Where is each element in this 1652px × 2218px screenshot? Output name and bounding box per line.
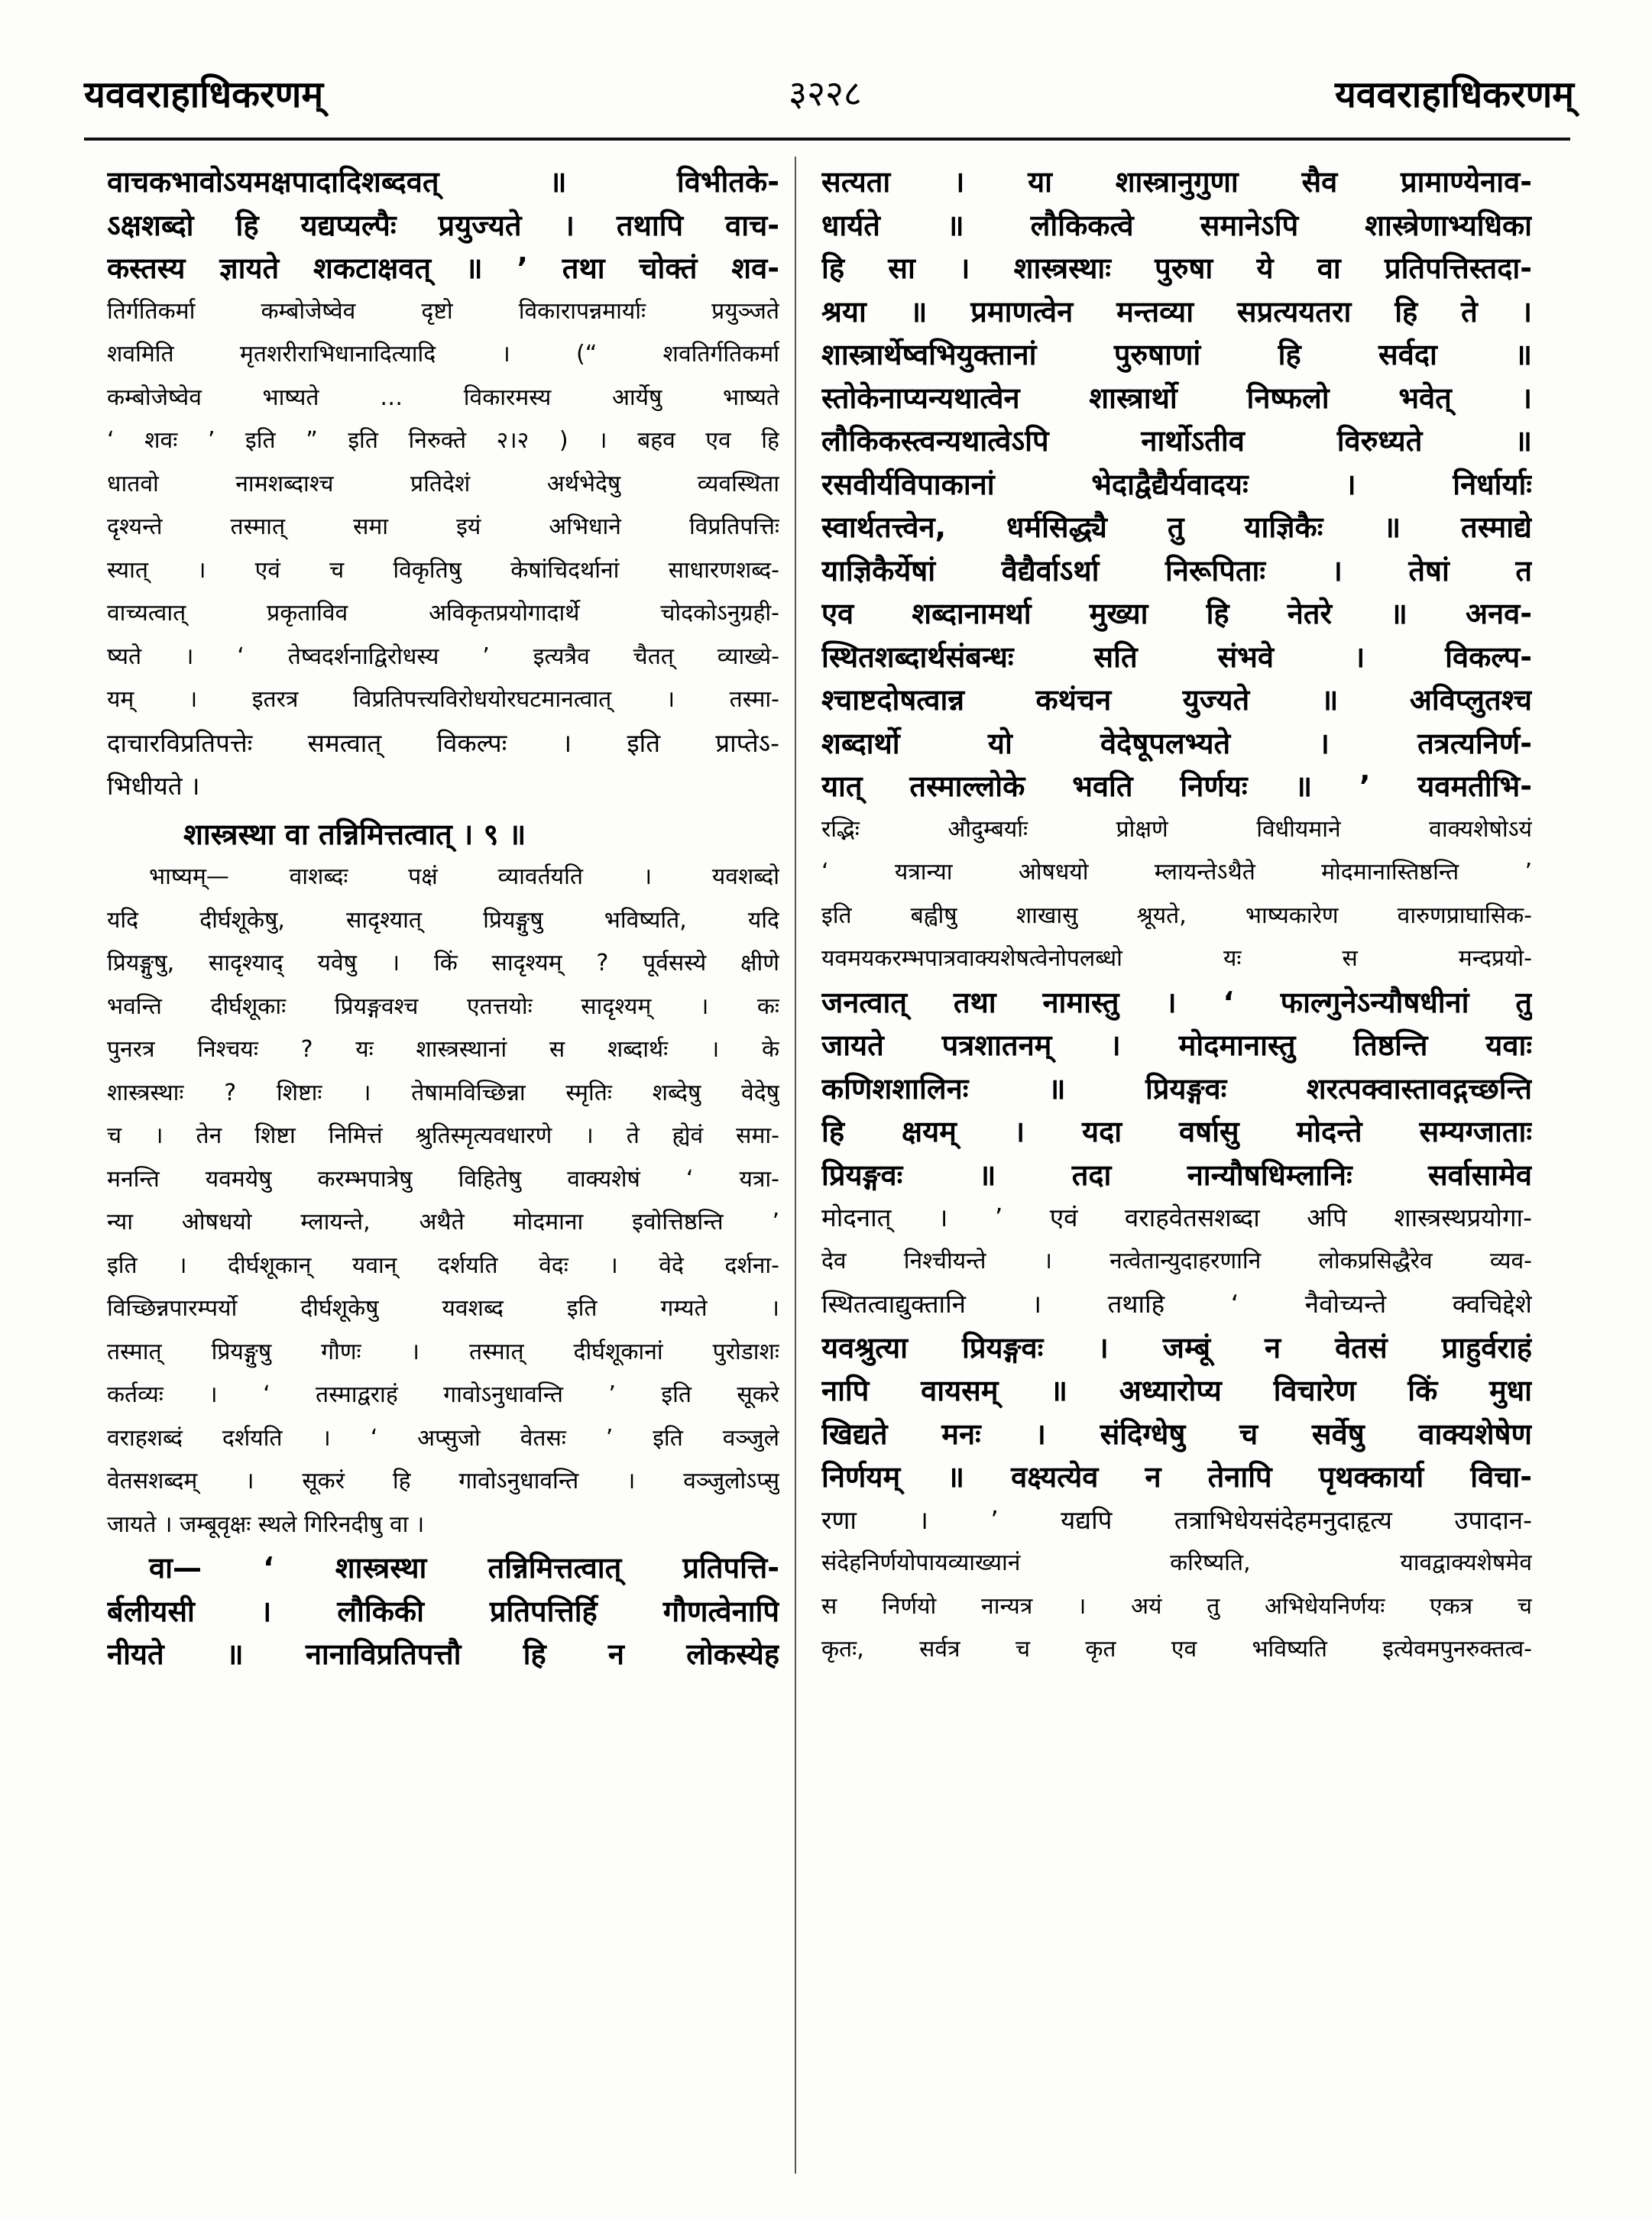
running-title-left: यववराहाधिकरणम् — [84, 73, 324, 116]
text-line: प्रियङ्गुषु, सादृश्याद् यवेषु । किं सादृश्यम् ? पूर्वसस्ये क्षीणे — [107, 950, 779, 976]
text-line: खिद्यते मनः । संदिग्धेषु च सर्वेषु वाक्यशेषेण — [821, 1417, 1532, 1451]
text-line: शवमिति मृतशरीराभिधानादित्यादि । (“ शवतिर्गतिकर्मा — [107, 341, 779, 368]
text-line: तस्मात् प्रियङ्गुषु गौणः । तस्मात् दीर्घशूकानां पुरोडाशः — [107, 1338, 779, 1365]
text-line: वाचकभावोऽयमक्षपादादिशब्दवत् ॥ विभीतके- — [107, 165, 779, 199]
text-line: तिर्गतिकर्मा कम्बोजेष्वेव दृष्टो विकारापन्नमार्याः प्रयुञ्जते — [107, 297, 779, 325]
text-line: ‘ शवः ’ इति ” इति निरुक्ते २।२ ) । बहव एव हि — [107, 427, 779, 454]
text-line: र्बलीयसी । लौकिकी प्रतिपत्तिर्हि गौणत्वेनापि — [107, 1594, 779, 1628]
text-line: मोदनात् । ’ एवं वराहवेतसशब्दा अपि शास्त्रस्थप्रयोगा- — [821, 1203, 1532, 1232]
text-line: च । तेन शिष्टा निमित्तं श्रुतिस्मृत्यवधारणे । ते ह्येवं समा- — [107, 1122, 779, 1149]
text-line: कृतः, सर्वत्र च कृत एव भविष्यति इत्येवमपुनरुक्तत्व- — [821, 1636, 1532, 1663]
text-line: रसवीर्यविपाकानां भेदाद्वैद्यैर्यवादयः । निर्धार्याः — [821, 467, 1532, 501]
text-line: नीयते ॥ नानाविप्रतिपत्तौ हि न लोकस्येह — [107, 1637, 779, 1671]
text-line: वराहशब्दं दर्शयति । ‘ अप्सुजो वेतसः ’ इति वञ्जुले — [107, 1424, 779, 1452]
column-divider — [795, 157, 796, 2174]
text-line: श्चाष्टदोषत्वान्न कथंचन युज्यते ॥ अविप्लुतश्च — [821, 683, 1532, 717]
text-line: दृश्यन्ते तस्मात् समा इयं अभिधाने विप्रतिपत्तिः — [107, 513, 779, 540]
text-line: सत्यता । या शास्त्रानुगुणा सैव प्रामाण्येनाव- — [821, 165, 1532, 199]
text-line: भाष्यम्— वाशब्दः पक्षं व्यावर्तयति । यवशब्दो — [149, 863, 779, 890]
header-rule — [84, 138, 1570, 141]
text-line: यदि दीर्घशूकेषु, सादृश्यात् प्रियङ्गुषु भविष्यति, यदि — [107, 906, 779, 934]
text-line: यात् तस्माल्लोके भवति निर्णयः ॥ ’ यवमतीभि- — [821, 769, 1532, 803]
text-line: हि क्षयम् । यदा वर्षासु मोदन्ते सम्यग्जाताः — [821, 1115, 1532, 1148]
text-line: भवन्ति दीर्घशूकाः प्रियङ्गवश्च एतत्तयोः सादृश्यम् । कः — [107, 992, 779, 1020]
text-line: ऽक्षशब्दो हि यद्यप्यल्पैः प्रयुज्यते । तथापि वाच- — [107, 208, 779, 242]
text-line: हि सा । शास्त्रस्थाः पुरुषा ये वा प्रतिपत्तिस्तदा- — [821, 251, 1532, 285]
text-line: यवमयकरम्भपात्रवाक्यशेषत्वेनोपलब्धो यः स मन्दप्रयो- — [821, 945, 1532, 972]
text-line: नापि वायसम् ॥ अध्यारोप्य विचारेण किं मुधा — [821, 1374, 1532, 1407]
text-line: स निर्णयो नान्यत्र । अयं तु अभिधेयनिर्णयः एकत्र च — [821, 1592, 1532, 1620]
text-line: दाचारविप्रतिपत्तेः समत्वात् विकल्पः । इति प्राप्तेऽ- — [107, 727, 779, 758]
text-line: श्रया ॥ प्रमाणत्वेन मन्तव्या सप्रत्ययतरा हि ते । — [821, 294, 1532, 329]
text-line: कम्बोजेष्वेव भाष्यते … विकारमस्य आर्येषु भाष्यते — [107, 384, 779, 411]
text-line: जायते पत्रशातनम् । मोदमानास्तु तिष्ठन्ति यवाः — [821, 1028, 1532, 1062]
text-line: निर्णयम् ॥ वक्ष्यत्येव न तेनापि पृथक्कार्या विचा- — [821, 1460, 1532, 1494]
text-line: याज्ञिकैर्येषां वैद्यैर्वाऽर्था निरूपिताः । तेषां त — [821, 553, 1532, 588]
text-line: वा— ‘ शास्त्रस्था तन्निमित्तत्वात् प्रतिपत्ति- — [149, 1551, 779, 1585]
text-line: धार्यते ॥ लौकिकत्वे समानेऽपि शास्त्रेणाभ्यधिका — [821, 208, 1532, 242]
text-line: इति । दीर्घशूकान् यवान् दर्शयति वेदः । वेदे दर्शना- — [107, 1251, 779, 1279]
text-line: लौकिकस्त्वन्यथात्वेऽपि नार्थोऽतीव विरुध्यते ॥ — [821, 424, 1532, 458]
text-line: इति बह्वीषु शाखासु श्रूयते, भाष्यकारेण वारुणप्राघासिक- — [821, 902, 1532, 929]
text-line: स्यात् । एवं च विकृतिषु केषांचिदर्थानां साधारणशब्द- — [107, 556, 779, 584]
text-line: स्थितत्वाद्युक्तानि । तथाहि ‘ नैवोच्यन्ते क्वचिद्देशे — [821, 1289, 1532, 1319]
text-line: प्रियङ्गवः ॥ तदा नान्यौषधिम्लानिः सर्वासामेव — [821, 1158, 1532, 1192]
text-line: स्थितशब्दार्थसंबन्धः सति संभवे । विकल्प- — [821, 639, 1532, 674]
text-line: धातवो नामशब्दाश्च प्रतिदेशं अर्थभेदेषु व्यवस्थिता — [107, 470, 779, 497]
text-line: पुनरत्र निश्चयः ? यः शास्त्रस्थानां स शब्दार्थः । के — [107, 1036, 779, 1063]
right-column — [821, 160, 1532, 2172]
text-line: शास्त्रस्थाः ? शिष्टाः । तेषामविच्छिन्ना स्मृतिः शब्देषु वेदेषु — [107, 1079, 779, 1106]
text-line: न्या ओषधयो म्लायन्ते, अथैते मोदमाना इवोत्तिष्ठन्ति ’ — [107, 1209, 779, 1235]
text-line: भिधीयते । — [107, 771, 200, 801]
page-number: ३२२८ — [789, 73, 862, 114]
text-line: वेतसशब्दम् । सूकरं हि गावोऽनुधावन्ति । वञ्जुलोऽप्सु — [107, 1468, 779, 1494]
text-line: कणिशशालिनः ॥ प्रियङ्गवः शरत्पक्वास्तावद्गच्छन्ति — [821, 1071, 1532, 1106]
text-line: जनत्वात् तथा नामास्तु । ‘ फाल्गुनेऽन्यौषधीनां तु — [821, 985, 1532, 1019]
text-line: शब्दार्थो यो वेदेषूपलभ्यते । तत्रत्यनिर्ण- — [821, 726, 1532, 760]
text-line: जायते । जम्बूवृक्षः स्थले गिरिनदीषु वा । — [107, 1511, 425, 1538]
sutra-line: शास्त्रस्था वा तन्निमित्तत्वात् । ९ ॥ — [183, 817, 526, 851]
text-line: वाच्यत्वात् प्रकृताविव अविकृतप्रयोगादार्थे चोदकोऽनुग्रही- — [107, 600, 779, 627]
text-line: स्वार्थतत्त्वेन, धर्मसिद्ध्यै तु याज्ञिकैः ॥ तस्माद्ये — [821, 510, 1532, 544]
left-column — [107, 160, 779, 2172]
text-line: कर्तव्यः । ‘ तस्माद्वराहं गावोऽनुधावन्ति ’ इति सूकरे — [107, 1381, 779, 1408]
text-line: देव निश्चीयन्ते । नत्वेतान्युदाहरणानि लोकप्रसिद्धैरेव व्यव- — [821, 1247, 1532, 1274]
text-line: एव शब्दानामर्था मुख्या हि नेतरे ॥ अनव- — [821, 597, 1532, 630]
text-line: ‘ यत्रान्या ओषधयो म्लायन्तेऽथैते मोदमानास्तिष्ठन्ति ’ — [821, 859, 1532, 886]
text-line: स्तोकेनाप्यन्यथात्वेन शास्त्रार्थो निष्फलो भवेत् । — [821, 380, 1532, 415]
running-header — [76, 69, 1574, 126]
text-line: यवश्रुत्या प्रियङ्गवः । जम्बूं न वेतसं प्राहुर्वराहं — [821, 1330, 1532, 1365]
text-line: ष्यते । ‘ तेष्वदर्शनाद्विरोधस्य ’ इत्यत्रैव चैतत् व्याख्ये- — [107, 643, 779, 670]
text-line: संदेहनिर्णयोपायव्याख्यानं करिष्यति, यावद्वाक्यशेषमेव — [821, 1549, 1532, 1576]
text-line: रणा । ’ यद्यपि तत्राभिधेयसंदेहमनुदाहृत्य उपादान- — [821, 1504, 1532, 1535]
text-line: शास्त्रार्थेष्वभियुक्तानां पुरुषाणां हि सर्वदा ॥ — [821, 338, 1532, 371]
text-line: मनन्ति यवमयेषु करम्भपात्रेषु विहितेषु वाक्यशेषं ‘ यत्रा- — [107, 1165, 779, 1193]
text-line: यम् । इतरत्र विप्रतिपत्त्यविरोधयोरघटमानत्वात् । तस्मा- — [107, 686, 779, 713]
text-line: रद्भिः औदुम्बर्याः प्रोक्षणे विधीयमाने वाक्यशेषोऽयं — [821, 815, 1532, 843]
text-line: कस्तस्य ज्ञायते शकटाक्षवत् ॥ ’ तथा चोक्तं शव- — [107, 251, 779, 285]
text-line: विच्छिन्नपारम्पर्यो दीर्घशूकेषु यवशब्द इति गम्यते । — [107, 1295, 779, 1322]
running-title-right: यववराहाधिकरणम् — [1334, 73, 1574, 116]
